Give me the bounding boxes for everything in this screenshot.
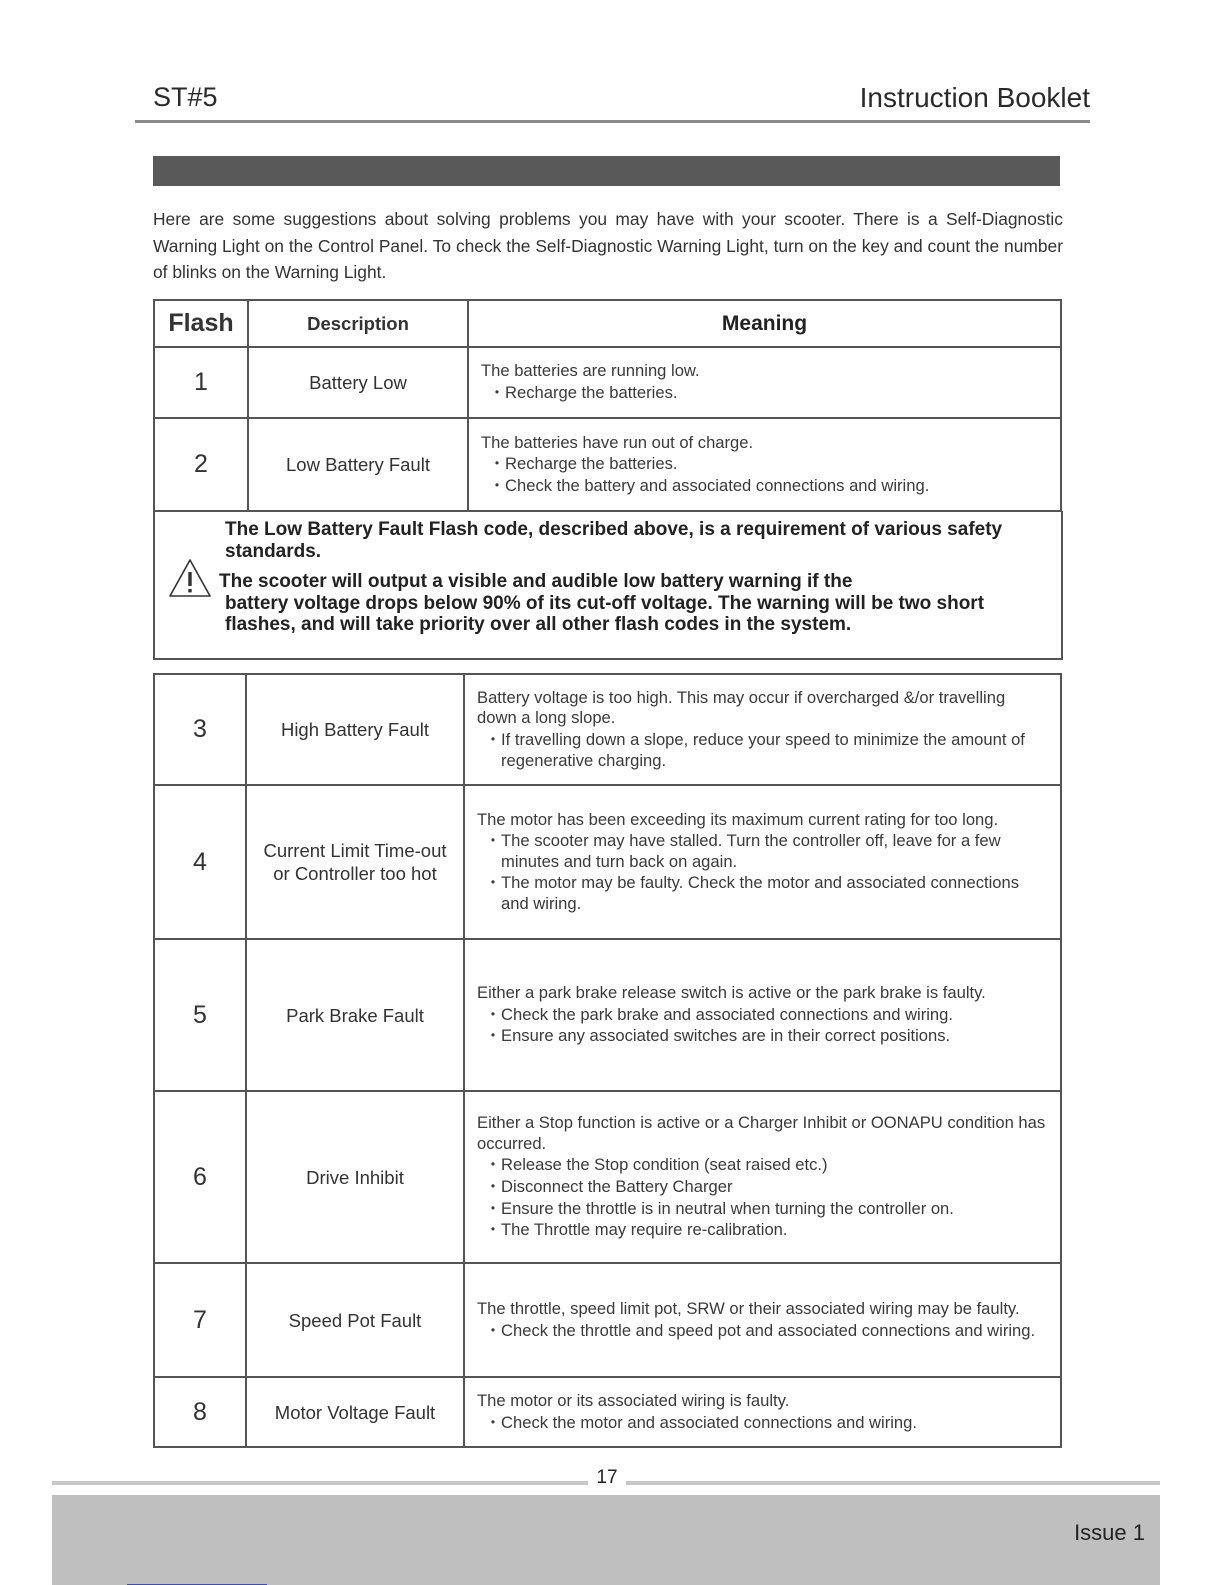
warning-line-2 [219,571,1035,636]
meaning-bullet: • Release the Stop condition (seat raised etc.) [477,1154,1048,1176]
meaning-bullet: • Check the park brake and associated connections and wiring. [477,1004,1048,1026]
meaning-bullet: • The motor may be faulty. Check the motor and associated connections and wiring. [477,872,1048,914]
flash-header: Flash [154,300,248,347]
fault-description: High Battery Fault [246,674,464,785]
table-row [154,347,1061,418]
flash-number: 3 [154,674,246,785]
fault-meaning [464,785,1061,939]
meaning-bullet: • Ensure the throttle is in neutral when turning the controller on. [477,1198,1048,1220]
meaning-text: The throttle, speed limit pot, SRW or their associated wiring may be faulty. [477,1298,1020,1318]
fault-meaning [468,418,1061,511]
fault-meaning [468,347,1061,418]
fault-meaning [464,1091,1061,1263]
table-row [154,418,1061,511]
meaning-bullet: • Disconnect the Battery Charger [477,1176,1048,1198]
fault-description: Battery Low [248,347,468,418]
fault-description: Drive Inhibit [246,1091,464,1263]
warning-box [153,511,1063,660]
table-header-row [154,300,1061,347]
fault-meaning [464,939,1061,1091]
fault-description: Low Battery Fault [248,418,468,511]
footer-band [52,1495,1160,1585]
section-title-bar [153,156,1060,186]
meaning-bullet: • The scooter may have stalled. Turn the controller off, leave for a few minutes and turn back on again. [477,830,1048,872]
meaning-text: The motor has been exceeding its maximum current rating for too long. [477,809,999,829]
table-row [154,785,1061,939]
meaning-bullet: • The Throttle may require re-calibration. [477,1219,1048,1241]
warning-line-2-lead: The scooter will output a visible and audible low battery warning if the [219,571,853,592]
fault-description: Motor Voltage Fault [246,1377,464,1447]
table-row [154,674,1061,785]
description-header: Description [248,300,468,347]
fault-meaning [464,1377,1061,1447]
flash-number: 4 [154,785,246,939]
document-title: Instruction Booklet [859,82,1090,113]
meaning-text: Battery voltage is too high. This may occur if overcharged &/or travelling down a long slope. [477,687,1006,728]
fault-meaning [464,674,1061,785]
fault-description: Speed Pot Fault [246,1263,464,1377]
meaning-bullet: • Check the motor and associated connections and wiring. [477,1412,1048,1434]
warning-line-2-rest: battery voltage drops below 90% of its cut-off voltage. The warning will be two short flashes, and will take priority over all other flash codes in the system. [225,592,985,635]
fault-description: Current Limit Time-out or Controller too hot [246,785,464,939]
warning-text [219,519,1035,636]
table-row [154,939,1061,1091]
flash-number: 2 [154,418,248,511]
header-rule [135,120,1090,123]
meaning-text: The batteries have run out of charge. [481,432,754,452]
diagnostic-table-bottom [153,673,1062,1448]
table-row [154,1091,1061,1263]
meaning-bullet: • Check the throttle and speed pot and associated connections and wiring. [477,1320,1048,1342]
meaning-header: Meaning [468,300,1061,347]
warning-triangle-icon [168,558,212,598]
flash-number: 6 [154,1091,246,1263]
fault-meaning [464,1263,1061,1377]
meaning-bullet: • Check the battery and associated connections and wiring. [481,475,1048,497]
meaning-bullet: • Recharge the batteries. [481,453,1048,475]
flash-number: 7 [154,1263,246,1377]
table-row [154,1377,1061,1447]
meaning-text: The batteries are running low. [481,361,700,381]
document-code: ST#5 [153,82,218,112]
meaning-text: Either a park brake release switch is active or the park brake is faulty. [477,983,986,1003]
meaning-bullet: • Ensure any associated switches are in their correct positions. [477,1025,1048,1047]
flash-number: 8 [154,1377,246,1447]
warning-line-1: The Low Battery Fault Flash code, described above, is a requirement of various safety standards. [225,519,1003,562]
meaning-text: Either a Stop function is active or a Charger Inhibit or OONAPU condition has occurred. [477,1113,1046,1153]
intro-paragraph: Here are some suggestions about solving problems you may have with your scooter. There is a Self-Diagnostic Warning Light on the Control Panel. To check the Self-Diagnostic Warning Light, turn on the key and count the number of blinks on the Warning Light. [153,209,1063,282]
diagnostic-table-top [153,299,1062,512]
flash-number: 1 [154,347,248,418]
meaning-bullet: • If travelling down a slope, reduce your speed to minimize the amount of regenerative charging. [477,729,1048,771]
page-number: 17 [588,1463,626,1493]
table-row [154,1263,1061,1377]
meaning-bullet: • Recharge the batteries. [481,382,1048,404]
fault-description: Park Brake Fault [246,939,464,1091]
meaning-text: The motor or its associated wiring is faulty. [477,1390,790,1410]
flash-number: 5 [154,939,246,1091]
issue-label: Issue 1 [1074,1520,1145,1545]
